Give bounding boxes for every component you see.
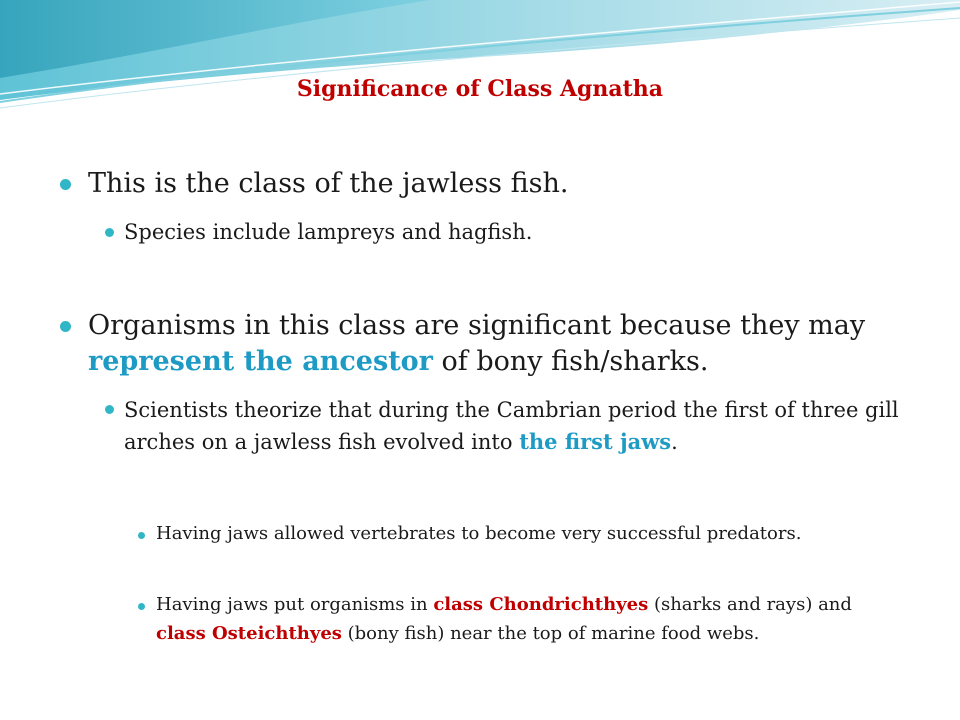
bullet-text: Organisms in this class are significant because they may — [88, 310, 866, 341]
highlight-first-jaws: the first jaws — [519, 429, 672, 454]
bullet-cambrian — [124, 394, 904, 458]
bullet-text-end: of bony fish/sharks. — [432, 346, 709, 377]
highlight-ancestor: represent the ancestor — [88, 346, 433, 377]
bullet-icon — [105, 405, 114, 414]
bullet-text-end: (bony fish) near the top of marine food webs. — [341, 623, 760, 644]
bullet-species — [124, 216, 924, 248]
bullet-jawless-fish — [88, 166, 908, 202]
bullet-icon — [60, 321, 71, 332]
bullet-icon — [105, 228, 114, 237]
bullet-text-mid: (sharks and rays) and — [648, 594, 852, 615]
highlight-chondrichthyes: class Chondrichthyes — [433, 594, 649, 615]
bullet-food-webs — [156, 590, 896, 648]
bullet-text-end: . — [671, 430, 678, 454]
bullet-icon — [60, 179, 71, 190]
bullet-predators — [156, 519, 886, 548]
bullet-text: Scientists theorize that during the Cambrian period the first of three gill arches on a jawless fish evolved into — [124, 398, 899, 454]
bullet-text: Species include lampreys and hagfish. — [124, 220, 533, 244]
slide-title: Significance of Class Agnatha — [296, 76, 664, 102]
bullet-icon — [138, 603, 145, 610]
highlight-osteichthyes: class Osteichthyes — [156, 623, 342, 644]
bullet-icon — [138, 532, 145, 539]
header-wave-decoration — [0, 0, 960, 130]
bullet-text: Having jaws allowed vertebrates to become very successful predators. — [156, 523, 802, 544]
bullet-text: Having jaws put organisms in — [156, 594, 434, 615]
bullet-text: This is the class of the jawless fish. — [88, 168, 569, 199]
bullet-significance — [88, 308, 903, 380]
